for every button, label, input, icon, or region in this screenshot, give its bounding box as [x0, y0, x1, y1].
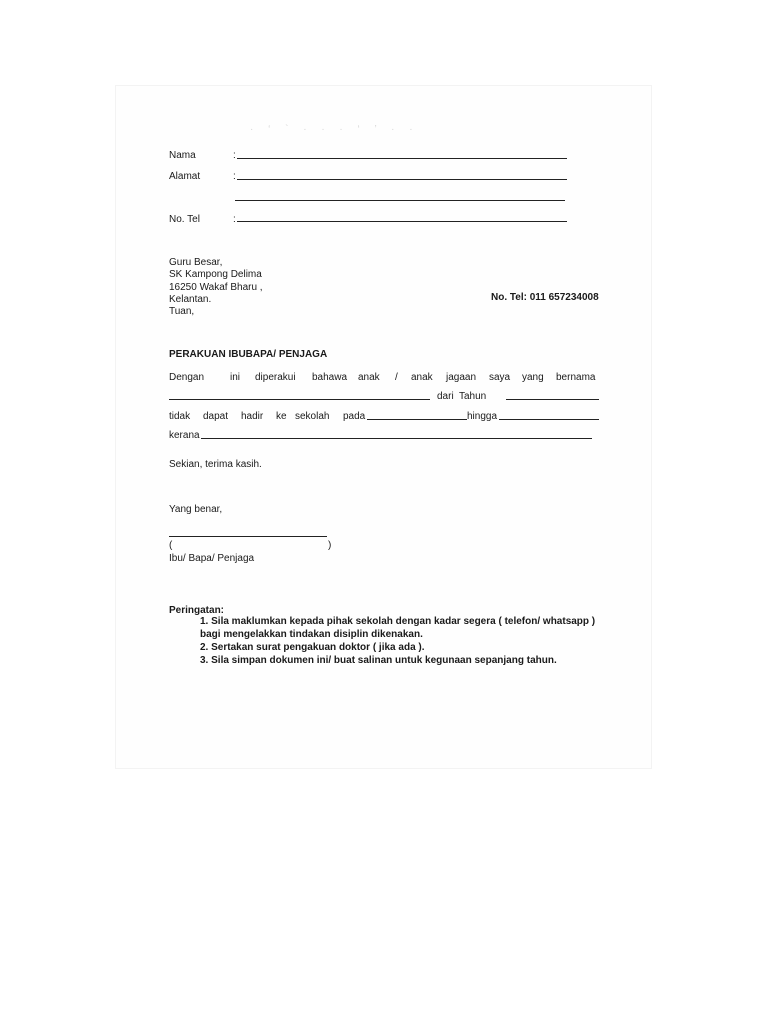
- body-word: anak: [411, 372, 433, 383]
- alamat-label: Alamat: [169, 171, 201, 182]
- body-word: hadir: [241, 411, 264, 422]
- dari-label: dari: [437, 391, 454, 402]
- start-date-fill-line[interactable]: [367, 419, 467, 420]
- nama-fill-line[interactable]: [237, 158, 567, 159]
- kerana-label: kerana: [169, 430, 200, 441]
- recipient-line-1: Guru Besar,: [169, 257, 223, 268]
- body-word: saya: [489, 372, 511, 383]
- alamat-fill-line-2[interactable]: [235, 200, 565, 201]
- tahun-label: Tahun: [459, 391, 487, 402]
- name-open-paren: (: [169, 540, 173, 551]
- warning-heading: Peringatan:: [169, 605, 225, 616]
- closing-text: Sekian, terima kasih.: [169, 459, 262, 470]
- body-word: Dengan: [169, 372, 205, 383]
- alamat-colon: :: [233, 171, 236, 182]
- body-word: dapat: [203, 411, 229, 422]
- tel-label: No. Tel: [169, 214, 200, 225]
- bleed-through-marks: · ‘ ` · · · ‘ ’ · ·: [250, 124, 419, 135]
- body-word: pada: [343, 411, 366, 422]
- body-word: anak: [358, 372, 380, 383]
- form-title: PERAKUAN IBUBAPA/ PENJAGA: [169, 349, 328, 360]
- child-name-fill-line[interactable]: [169, 399, 430, 400]
- tel-fill-line[interactable]: [237, 221, 567, 222]
- warning-item-2: 2. Sertakan surat pengakuan doktor ( jika ada ).: [200, 642, 425, 653]
- warning-item-3: 3. Sila simpan dokumen ini/ buat salinan untuk kegunaan sepanjang tahun.: [200, 655, 557, 666]
- recipient-line-4: Kelantan.: [169, 294, 212, 305]
- school-phone: No. Tel: 011 657234008: [491, 292, 599, 303]
- body-word: sekolah: [295, 411, 330, 422]
- body-word: diperakui: [255, 372, 296, 383]
- recipient-line-3: 16250 Wakaf Bharu ,: [169, 282, 263, 293]
- body-word: jagaan: [446, 372, 477, 383]
- end-date-fill-line[interactable]: [499, 419, 599, 420]
- body-word: yang: [522, 372, 544, 383]
- reason-fill-line[interactable]: [201, 438, 592, 439]
- warning-item-1: 1. Sila maklumkan kepada pihak sekolah dengan kadar segera ( telefon/ whatsapp ): [200, 616, 596, 627]
- body-word: bahawa: [312, 372, 348, 383]
- signature-line[interactable]: [169, 536, 327, 537]
- body-word: tidak: [169, 411, 191, 422]
- alamat-fill-line-1[interactable]: [237, 179, 567, 180]
- nama-label: Nama: [169, 150, 196, 161]
- warning-item-1-cont: bagi mengelakkan tindakan disiplin dikenakan.: [200, 629, 423, 640]
- tahun-fill-line[interactable]: [506, 399, 599, 400]
- nama-colon: :: [233, 150, 236, 161]
- tel-colon: :: [233, 214, 236, 225]
- body-word: ke: [276, 411, 287, 422]
- signer-role: Ibu/ Bapa/ Penjaga: [169, 553, 255, 564]
- body-word: ini: [230, 372, 241, 383]
- name-close-paren: ): [328, 540, 332, 551]
- recipient-line-2: SK Kampong Delima: [169, 269, 262, 280]
- hingga-label: hingga: [467, 411, 498, 422]
- recipient-line-5: Tuan,: [169, 306, 195, 317]
- body-word: /: [395, 372, 398, 383]
- yang-benar: Yang benar,: [169, 504, 223, 515]
- body-word: bernama: [556, 372, 596, 383]
